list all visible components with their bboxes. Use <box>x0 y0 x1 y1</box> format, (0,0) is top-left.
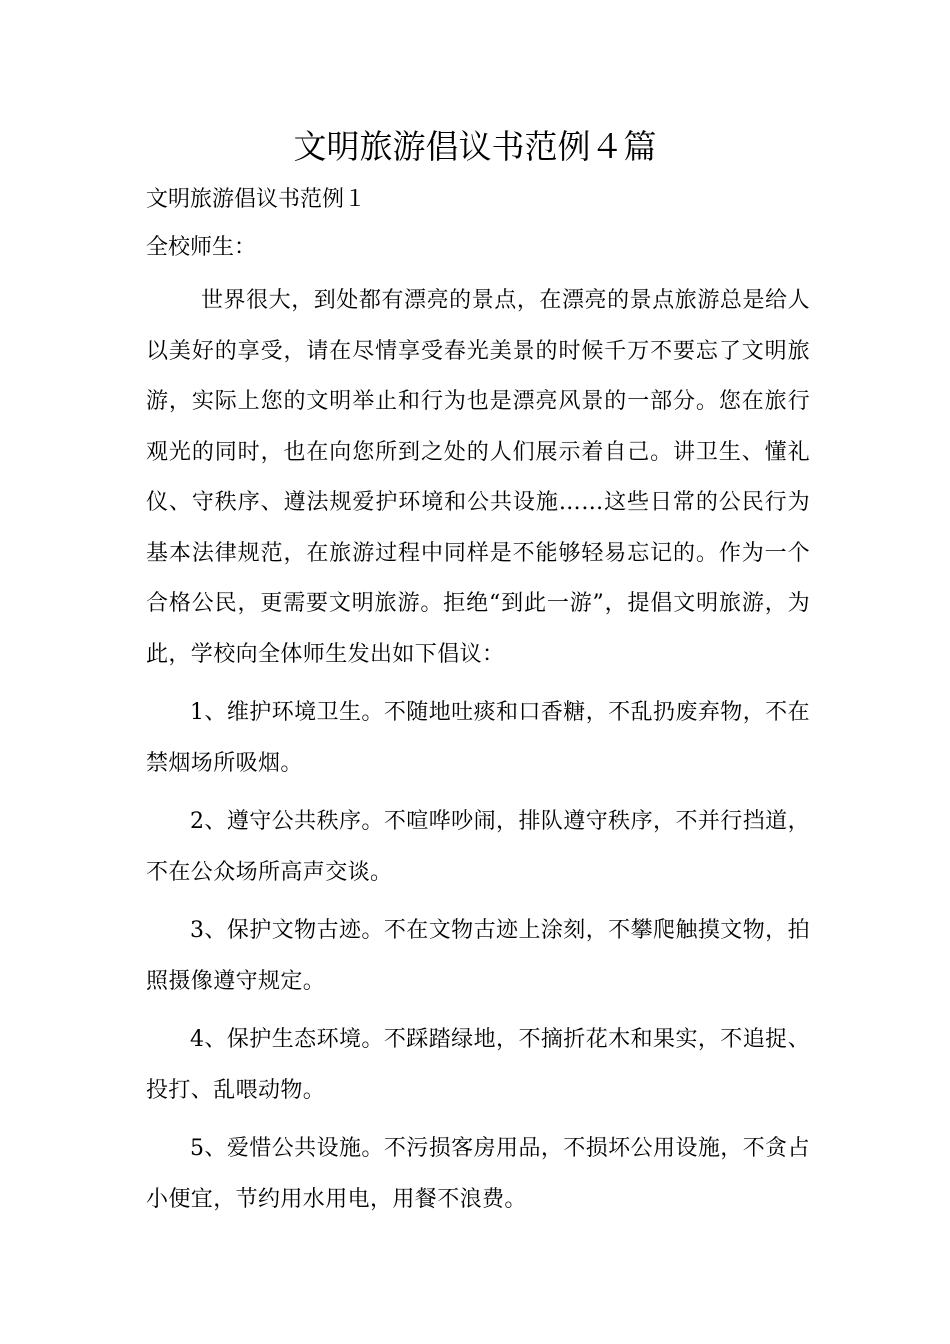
document-title: 文明旅游倡议书范例４篇 <box>293 127 657 166</box>
proposal-item-2: 2、遵守公共秩序。不喧哗吵闹，排队遵守秩序，不并行挡道，不在公众场所高声交谈。 <box>146 809 810 885</box>
proposal-item-3: 3、保护文物古迹。不在文物古迹上涂刻，不攀爬触摸文物，拍照摄像遵守规定。 <box>146 918 810 994</box>
proposal-item-5: 5、爱惜公共设施。不污损客房用品，不损坏公用设施，不贪占小便宜，节约用水用电，用餐不浪费。 <box>146 1136 810 1212</box>
proposal-item-1: 1、维护环境卫生。不随地吐痰和口香糖，不乱扔废弃物，不在禁烟场所吸烟。 <box>146 700 810 776</box>
proposal-item-4: 4、保护生态环境。不踩踏绿地，不摘折花木和果实，不追捉、投打、乱喂动物。 <box>146 1027 810 1103</box>
intro-paragraph: 世界很大，到处都有漂亮的景点，在漂亮的景点旅游总是给人以美好的享受，请在尽情享受春光美景的时候千万不要忘了文明旅游，实际上您的文明举止和行为也是漂亮风景的一部分。您在旅行观光的同时，也在向您所到之处的人们展示着自己。讲卫生、懂礼仪、守秩序、遵法规爱护环境和公共设施……这些日常的公民行为基本法律规范，在旅游过程中同样是不能够轻易忘记的。作为一个合格公民，更需要文明旅游。拒绝“到此一游”，提倡文明旅游，为此，学校向全体师生发出如下倡议： <box>146 288 810 667</box>
section-heading: 文明旅游倡议书范例１ <box>146 187 367 212</box>
document-body <box>146 276 810 1233</box>
salutation: 全校师生： <box>146 235 257 260</box>
